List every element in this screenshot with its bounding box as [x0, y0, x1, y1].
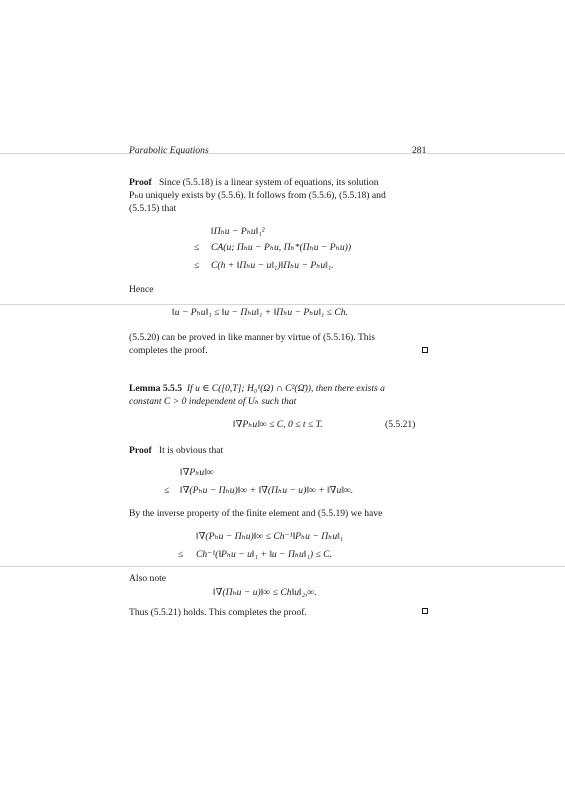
proof-closing-line: (5.5.20) can be proved in like manner by virtue of (5.5.16). This [129, 332, 375, 343]
lemma-text-line: If u ∈ C([0,T]; H₀¹(Ω) ∩ C²(Ω̄)), then there exists a [186, 383, 385, 394]
equation-line: C(h + ‖Πₕu − u‖₁)‖Πₕu − Pₕu‖₁. [211, 260, 334, 271]
equation-number: (5.5.21) [385, 419, 416, 430]
qed-symbol [422, 347, 428, 353]
proof-paragraph [129, 176, 379, 189]
equation-line: ‖∇Pₕu‖∞ ≤ C, 0 ≤ t ≤ T. [233, 419, 323, 430]
proof-closing-line: completes the proof. [129, 345, 208, 356]
page-number: 281 [412, 145, 427, 156]
proof-closing-line: Thus (5.5.21) holds. This completes the proof. [129, 607, 307, 618]
proof-text-line: Pₕu uniquely exists by (5.5.6). It follows from (5.5.6), (5.5.18) and [129, 190, 386, 201]
proof-label: Proof [129, 445, 152, 456]
hence-text: Hence [129, 284, 154, 295]
proof-text-line: (5.5.15) that [129, 203, 177, 214]
proof-text-line: Since (5.5.18) is a linear system of equations, its solution [158, 177, 379, 188]
lemma-statement [129, 382, 385, 395]
also-note-text: Also note [129, 573, 167, 584]
inverse-property-text: By the inverse property of the finite element and (5.5.19) we have [129, 508, 383, 519]
equation-line: ‖∇(Pₕu − Πₕu)‖∞ + ‖∇(Πₕu − u)‖∞ + ‖∇u‖∞. [180, 485, 354, 496]
equation-line: ‖∇(Pₕu − Πₕu)‖∞ ≤ Ch⁻¹‖Pₕu − Πₕu‖₁ [196, 531, 344, 542]
proof-paragraph [129, 444, 223, 457]
equation-line: ‖∇Pₕu‖∞ [180, 467, 214, 478]
proof-label: Proof [129, 177, 152, 188]
equation-line: Ch⁻¹(‖Pₕu − u‖₁ + ‖u − Πₕu‖₁) ≤ C. [196, 549, 332, 560]
scan-rule-line [0, 304, 565, 305]
proof-text-line: It is obvious that [158, 445, 224, 456]
equation-relation: ≤ [164, 485, 170, 496]
scan-rule-line [0, 153, 565, 154]
lemma-text-line: constant C > 0 independent of Uₕ such that [129, 396, 297, 407]
lemma-label: Lemma 5.5.5 [129, 383, 183, 394]
equation-relation: ≤ [194, 242, 200, 253]
equation-line: ‖∇(Πₕu − u)‖∞ ≤ Ch‖u‖₂,∞. [213, 587, 317, 598]
equation-relation: ≤ [178, 549, 184, 560]
equation-line: CA(u; Πₕu − Pₕu, Πₕ*(Πₕu − Pₕu)) [211, 242, 352, 253]
running-title: Parabolic Equations [129, 145, 209, 156]
qed-symbol [422, 608, 428, 614]
scan-rule-line [0, 566, 565, 567]
equation-line: ‖Πₕu − Pₕu‖₁² [211, 226, 265, 237]
equation-relation: ≤ [194, 260, 200, 271]
equation-line: ‖u − Pₕu‖₁ ≤ ‖u − Πₕu‖₁ + ‖Πₕu − Pₕu‖₁ ≤ Ch. [172, 307, 348, 318]
